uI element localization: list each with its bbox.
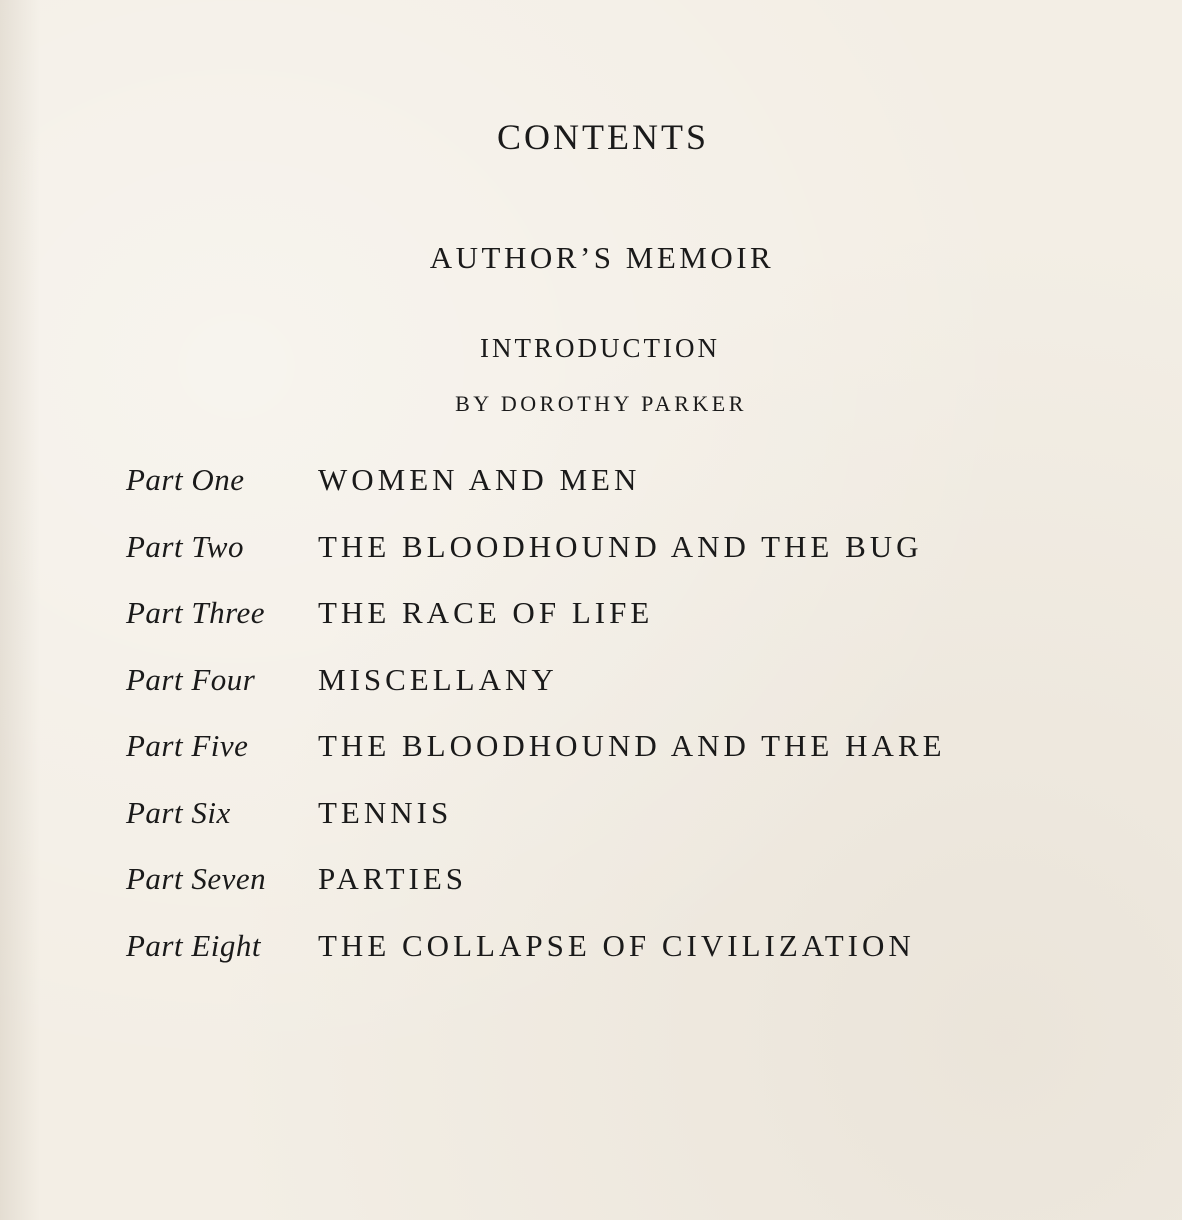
introduction-entry: INTRODUCTION xyxy=(480,333,720,363)
part-label: Part One xyxy=(126,462,245,497)
part-label: Part Eight xyxy=(126,927,262,963)
part-label: Part Six xyxy=(126,794,231,830)
toc-entry xyxy=(122,861,1082,928)
toc-entry xyxy=(122,795,1082,862)
part-title: THE COLLAPSE OF CIVILIZATION xyxy=(318,927,915,963)
part-label: Part Three xyxy=(126,595,266,630)
part-title: THE BLOODHOUND AND THE BUG xyxy=(318,528,923,564)
page-edge-shadow xyxy=(0,0,40,1220)
part-title: TENNIS xyxy=(318,794,453,830)
introduction-byline: BY DOROTHY PARKER xyxy=(455,391,747,416)
part-title: THE BLOODHOUND AND THE HARE xyxy=(318,728,946,763)
part-label: Part Four xyxy=(126,661,256,697)
toc-entry xyxy=(122,529,1082,596)
part-title: MISCELLANY xyxy=(318,661,558,697)
contents-heading: CONTENTS xyxy=(497,117,709,157)
part-label: Part Five xyxy=(126,728,249,763)
part-label: Part Seven xyxy=(126,861,267,896)
authors-memoir-entry: AUTHOR’S MEMOIR xyxy=(429,240,775,275)
part-label: Part Two xyxy=(126,528,244,564)
part-title: PARTIES xyxy=(318,861,468,896)
toc-entry xyxy=(122,595,1082,662)
toc-entry xyxy=(122,662,1082,729)
toc-entry xyxy=(122,728,1082,795)
toc-entry xyxy=(122,462,1082,529)
part-title: WOMEN AND MEN xyxy=(318,462,641,497)
part-title: THE RACE OF LIFE xyxy=(318,595,654,630)
table-of-contents-list xyxy=(122,462,1082,994)
toc-entry xyxy=(122,928,1082,995)
